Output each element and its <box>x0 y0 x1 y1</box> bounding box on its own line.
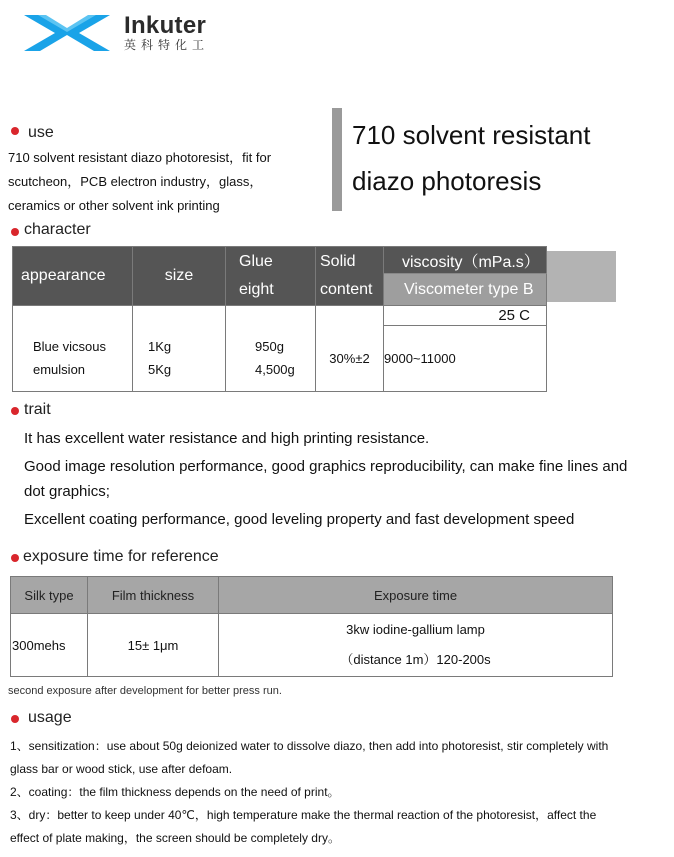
exposure-bullet-icon <box>11 554 19 562</box>
inkuter-x-logo-icon <box>24 15 110 51</box>
glue-cell <box>226 326 316 392</box>
size-header: size <box>133 247 226 306</box>
use-bullet-icon <box>11 127 19 135</box>
product-title-line: diazo photoresis <box>352 166 542 196</box>
exposure-time-header: Exposure time <box>219 577 613 614</box>
solid-header-line: Solid <box>320 253 356 270</box>
glue-header-line: Glue <box>239 253 273 270</box>
product-title <box>352 112 590 204</box>
exposure-note: second exposure after development for better press run. <box>8 685 282 697</box>
use-line: scutcheon，PCB electron industry，glass， <box>8 174 263 189</box>
use-line: ceramics or other solvent ink printing <box>8 198 220 213</box>
exposure-time-line: 3kw iodine-gallium lamp <box>346 622 485 637</box>
trait-heading: trait <box>24 401 51 418</box>
viscosity-cell: 9000~11000 <box>384 326 547 392</box>
viscometer-header: Viscometer type B <box>384 274 547 306</box>
trait-line: It has excellent water resistance and high printing resistance. <box>24 430 430 447</box>
viscosity-header-extension <box>547 251 616 302</box>
size-cell <box>133 326 226 392</box>
character-bullet-icon <box>11 228 19 236</box>
use-text <box>8 146 271 218</box>
exposure-time-cell <box>219 614 613 677</box>
trait-line: Excellent coating performance, good leveling property and fast development speed <box>24 511 575 528</box>
usage-line: 1、sensitization：use about 50g deionized water to dissolve diazo, then add into photoresist, stir completely with <box>10 739 609 753</box>
trait-line: Good image resolution performance, good graphics reproducibility, can make fine lines and <box>24 458 628 475</box>
exposure-heading: exposure time for reference <box>23 548 219 565</box>
trait-line: dot graphics; <box>24 483 110 500</box>
solid-cell: 30%±2 <box>316 326 384 392</box>
usage-line: effect of plate making，the screen should be completely dry。 <box>10 831 340 845</box>
brand-chinese-name: 英科特化工 <box>124 38 210 52</box>
appearance-line: emulsion <box>33 362 86 378</box>
silk-type-header: Silk type <box>11 577 88 614</box>
brand-name: Inkuter <box>124 12 207 39</box>
glue-header <box>226 247 316 306</box>
appearance-line: Blue vicsous <box>33 339 106 355</box>
glue-line: 950g <box>255 339 284 355</box>
solid-header <box>316 247 384 306</box>
trait-bullet-icon <box>11 407 19 415</box>
film-thickness-header: Film thickness <box>88 577 219 614</box>
size-line: 1Kg <box>148 339 172 355</box>
glue-line: 4,500g <box>255 362 295 378</box>
solid-header-line: content <box>320 281 373 298</box>
usage-line: 2、coating：the film thickness depends on the need of print。 <box>10 785 340 799</box>
film-thickness-cell: 15± 1μm <box>88 614 219 677</box>
title-bar <box>332 108 342 211</box>
usage-line: glass bar or wood stick, use after defoam. <box>10 762 233 776</box>
exposure-table <box>10 576 613 677</box>
usage-bullet-icon <box>11 715 19 723</box>
temperature-cell: 25 C <box>384 306 547 326</box>
usage-line: 3、dry：better to keep under 40℃，high temperature make the thermal reaction of the photoresist，affect the <box>10 808 597 822</box>
exposure-time-line: （distance 1m）120-200s <box>340 652 491 667</box>
viscosity-header: viscosity（mPa.s） <box>384 247 547 274</box>
product-title-line: 710 solvent resistant <box>352 120 591 150</box>
glue-header-line: eight <box>239 281 274 298</box>
use-heading: use <box>28 124 54 141</box>
character-table <box>12 246 547 392</box>
appearance-cell <box>13 326 133 392</box>
usage-text <box>10 735 670 850</box>
use-line: 710 solvent resistant diazo photoresist，fit for <box>8 150 272 165</box>
character-heading: character <box>24 221 91 238</box>
size-line: 5Kg <box>148 362 172 378</box>
appearance-header: appearance <box>13 247 133 306</box>
silk-type-cell: 300mehs <box>11 614 88 677</box>
usage-heading: usage <box>28 709 72 726</box>
